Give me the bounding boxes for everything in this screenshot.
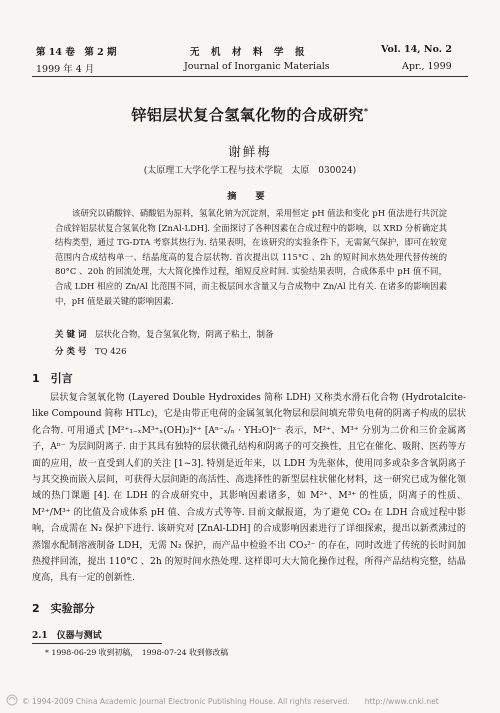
paper-title: 锌铝层状复合氢氧化物的合成研究* <box>131 106 369 124</box>
section-1-body: 层状复合氢氧化物 (Layered Double Hydroxides 简称 LDH) 又称类水滑石化合物 (Hydrotalcite-like Compound 简称 HTLc)，它是由带正电荷的金属氢氧化物层和层间填充带负电荷的阴离子构成的层状化合物. 可用通式 [M²⁺₁₋ₓM³⁺ₓ(OH)₂]ˣ⁺ [Aⁿ⁻ₓ/ₙ · YH₂O]ˣ⁻ 表示，M²⁺、M³⁺ 分别为二价和三价金属离子，Aⁿ⁻ 为层间阴离子. 由于其具有独特的层状微孔结构和阴离子的可交换性，且它在催化、吸附、医药等方面的应用，故一直受到人们的关注 [1~3]. 特别是近年来，以 LDH 为先驱体，使用同多或杂多含氧阴离子与其交换而嵌入层间，可获得大层间距的高活性、高选择性的新型层柱状催化材料，这一研究已成为催化领域的热门课题 [4]. 在 LDH 的合成研究中，其影响因素诸多，如 M²⁺、M³⁺ 的性质，阴离子的性质、M²⁺/M³⁺ 的比值及合成体系 pH 值、合成方式等等. 目前文献报道，为了避免 CO₂ 在 LDH 合成过程中影响，合成需在 N₂ 保护下进行. 该研究对 [ZnAl-LDH] 的合成影响因素进行了详细探索，提出以新煮沸过的蒸馏水配制溶液制备 LDH，无需 N₂ 保护，而产品中检验不出 CO₃²⁻ 的存在，同时改进了传统的长时间加热搅拌回流，提出 110°C 、2h 的短时间水热处理. 这样即可大大简化操作过程，所得产品结构完整，结晶度高，具有一定的创新性. <box>32 393 466 584</box>
header-volume-en: Vol. 14, No. 2 <box>381 44 452 55</box>
keywords <box>55 328 273 340</box>
header-journal-en: Journal of Inorganic Materials <box>184 61 330 72</box>
footnote: * 1998-06-29 收到初稿， 1998-07-24 收到修改稿 <box>45 648 229 657</box>
class-value: TQ 426 <box>94 347 127 357</box>
abstract-text: 该研究以硝酸锌、硝酸铝为原料，氢氧化钠为沉淀剂，采用恒定 pH 值法和变化 pH 值法进行共沉淀合成锌铝层状复合氢氧化物 [ZnAl-LDH]. 全面探讨了各种因素在合成过程中的影响，以 XRD 分析确定其结构类型，通过 TG-DTA 考察其热行为. 结果表明，在该研究的实验条件下，无需氮气保护，即可在较宽范围内合成结构单一、结晶度高的复合层状物. 首次提出以 115°C 、2h 的短时间水热处理代替传统的 80°C 、20h 的回流处理，大大简化操作过程，缩短反应时间. 实验结果表明，合成体系中 pH 值不同，合成 LDH 相应的 Zn/Al 比范围不同，而主板层间水含量又与合成物中 Zn/Al 比有关. 在诸多的影响因素中，pH 值是最关键的影响因素. <box>55 208 447 306</box>
header-volume: 第 14 卷 第 2 期 <box>36 47 117 58</box>
classification <box>55 345 127 357</box>
section-1-heading: 1 引言 <box>32 372 73 385</box>
subsection-2-1-heading: 2.1 仪器与测试 <box>32 631 102 641</box>
affiliation: (太原理工大学化学工程与技术学院 太原 030024) <box>143 166 357 176</box>
publisher-logo-icon <box>6 694 18 706</box>
class-label: 分 类 号 <box>55 347 87 357</box>
keywords-label: 关 键 词 <box>55 330 87 340</box>
abstract-heading: 摘 要 <box>227 192 273 202</box>
header-journal-cn: 无 机 材 料 学 报 <box>190 47 306 58</box>
section-2-heading: 2 实验部分 <box>32 602 95 615</box>
header-rule <box>32 76 468 77</box>
header-date-en: Apr., 1999 <box>402 61 452 72</box>
copyright-footer: © 1994-2009 China Academic Journal Electronic Publishing House. All rights reserved. http://www.cnki.net <box>22 697 439 706</box>
header-date: 1999 年 4 月 <box>36 64 95 75</box>
author: 谢鲜梅 <box>228 144 272 159</box>
footnote-rule <box>32 643 162 644</box>
keywords-value: 层状化合物，复合氢氧化物，阴离子粘土，制备 <box>94 330 274 340</box>
